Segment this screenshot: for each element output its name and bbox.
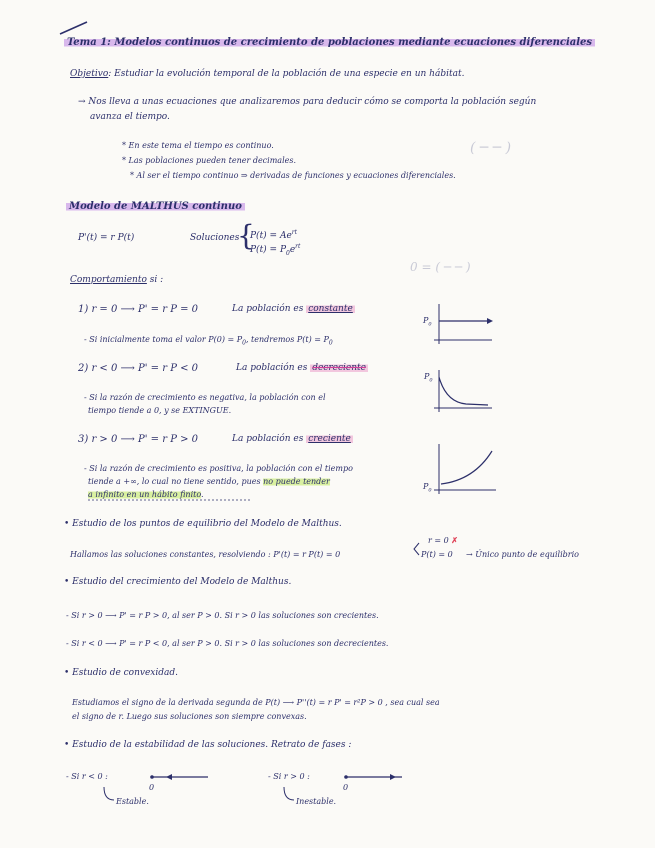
intro-bullet: * En este tema el tiempo es continuo. [122, 141, 274, 150]
phase-portrait-unstable [344, 774, 402, 780]
graph-2-label: $P_0$ [424, 372, 433, 384]
unstable-zero: 0 [343, 783, 349, 792]
objetivo-label: Objetivo [70, 69, 109, 79]
graph-decreasing [434, 370, 492, 412]
intro-line-1: → Nos lleva a unas ecuaciones que analizaremos para deducir cómo se comporta la población según [78, 97, 537, 107]
objetivo-text: : Estudiar la evolución temporal de la población de una especie en un hábitat. [108, 69, 465, 79]
convexidad-heading: • Estudio de convexidad. [64, 668, 179, 678]
crecimiento-heading: • Estudio del crecimiento del Modelo de Malthus. [64, 577, 292, 587]
equilibrio-result: → Único punto de equilibrio [466, 550, 579, 559]
equilibrio-heading: • Estudio de los puntos de equilibrio del Modelo de Malthus. [64, 519, 342, 529]
title-tema: Tema 1 [67, 37, 108, 48]
graph-constant [434, 304, 493, 344]
convexidad-line-2: el signo de r. Luego sus soluciones son siempre convexas. [72, 712, 307, 721]
graph-3-label: $P_0$ [423, 482, 432, 494]
bleed-through-ghost: ( ─ ─ ) [470, 140, 512, 156]
objetivo-line [70, 69, 464, 80]
unstable-condition: - Si r > 0 : [268, 772, 310, 781]
case-1-detail: - Si inicialmente toma el valor $P(0) = P_0$, tendremos $P(t) = P_0$ [84, 335, 333, 347]
case-3-detail-3: a infinito en un hábito finito. [88, 490, 204, 499]
case-2-detail-1: - Si la razón de crecimiento es negativa, la población con el [84, 393, 326, 402]
solution-2: $P(t) = P_0e^{rt}$ [250, 243, 301, 257]
equilibrio-text: Hallamos las soluciones constantes, resolviendo : P'(t) = r P(t) = 0 [70, 550, 341, 559]
malthus-heading: Modelo de MALTHUS continuo [66, 201, 245, 212]
solutions-label: Soluciones [190, 233, 240, 243]
equilibrium-bracket [414, 543, 419, 555]
title-rest: : Modelos continuos de crecimiento de poblaciones mediante ecuaciones diferenciales [107, 37, 593, 48]
stable-zero: 0 [149, 783, 155, 792]
equilibrio-p0: P(t) = 0 [421, 550, 453, 559]
convexidad-line-1: Estudiamos el signo de la derivada segunda de P(t) ⟶ P''(t) = r P' = r²P > 0 , sea cual sea [72, 698, 440, 707]
graph-1-label: $P_0$ [423, 316, 432, 328]
case-1-result: La población es constante [232, 304, 353, 314]
unstable-label: Inestable. [296, 797, 337, 806]
case-3-detail-2: tiende a +∞, lo cual no tiene sentido, pues no puede tender [88, 477, 330, 486]
bleed-through-ghost: 0 = ( ─ ─ ) [410, 260, 471, 274]
case-2-result: La población es decreciente [236, 363, 366, 373]
case-1-condition: 1) r = 0 ⟶ P' = r P = 0 [78, 304, 199, 315]
equilibrio-r0: r = 0 ✗ [428, 535, 458, 545]
label-arrow [284, 787, 294, 800]
page-title [64, 37, 595, 48]
intro-bullet: * Las poblaciones pueden tener decimales. [122, 156, 297, 165]
label-arrow [104, 787, 114, 800]
phase-portrait-stable [150, 774, 208, 780]
corner-mark [60, 22, 87, 34]
crecimiento-line-2: - Si r < 0 ⟶ P' = r P < 0, al ser P > 0. Si r > 0 las soluciones son decrecientes. [66, 639, 389, 648]
case-2-detail-2: tiempo tiende a 0, y se EXTINGUE. [88, 406, 232, 415]
stable-label: Estable. [116, 797, 149, 806]
comportamiento-line: Comportamiento si : [70, 275, 164, 285]
case-3-result: La población es creciente [232, 434, 351, 444]
graph-increasing [434, 444, 496, 494]
case-3-detail-1: - Si la razón de crecimiento es positiva, la población con el tiempo [84, 464, 353, 473]
stable-condition: - Si r < 0 : [66, 772, 108, 781]
case-2-condition: 2) r < 0 ⟶ P' = r P < 0 [78, 363, 199, 374]
crecimiento-line-1: - Si r > 0 ⟶ P' = r P > 0, al ser P > 0. Si r > 0 las soluciones son crecientes. [66, 611, 379, 620]
case-3-condition: 3) r > 0 ⟶ P' = r P > 0 [78, 434, 199, 445]
intro-line-2: avanza el tiempo. [90, 112, 170, 122]
estabilidad-heading: • Estudio de la estabilidad de las soluciones. Retrato de fases : [64, 740, 352, 750]
intro-bullet: * Al ser el tiempo continuo ⇒ derivadas de funciones y ecuaciones diferenciales. [130, 171, 456, 180]
solutions-brace: { [237, 219, 255, 252]
solution-1: $P(t) = Ae^{rt}$ [250, 229, 298, 241]
malthus-equation: P'(t) = r P(t) [78, 233, 135, 243]
